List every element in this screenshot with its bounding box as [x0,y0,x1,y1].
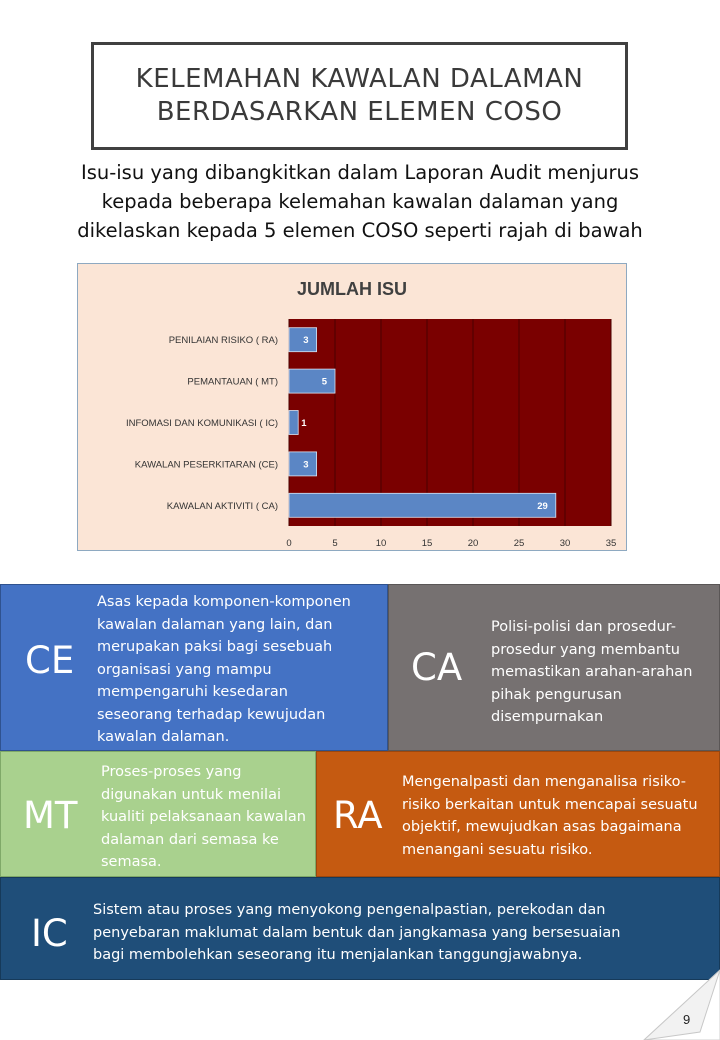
abbr-ic: IC [31,912,68,955]
desc-ra-line-1: Mengenalpasti dan menganalisa risiko- [402,774,687,790]
data-label-1: 5 [321,376,327,388]
desc-ce-line-6: seseorang terhadap kewujudan [97,706,326,723]
desc-ce-line-7: kawalan dalaman. [97,729,230,745]
data-label-2: 1 [301,418,307,429]
desc-ra-line-3: objektif, mewujudkan asas bagaimana [402,819,682,835]
desc-ce-line-2: kawalan dalaman yang lain, dan [97,616,333,633]
intro-line-1: Isu-isu yang dibangkitkan dalam Laporan Audit menjurus [80,161,640,184]
title-line-2: BERDASARKAN ELEMEN COSO [156,97,563,127]
abbr-ca: CA [411,646,463,689]
data-label-3: 3 [303,459,309,471]
desc-ra-line-2: risiko berkaitan untuk mencapai sesuatu [402,796,698,813]
desc-ce-line-4: organisasi yang mampu [97,661,272,678]
desc-ca-line-5: disempurnakan [491,709,604,725]
desc-ca-line-1: Polisi-polisi dan prosedur- [491,619,677,635]
x-tick-label-6: 30 [559,538,571,549]
desc-ca-line-2: prosedur yang membantu [491,641,680,658]
desc-mt-line-3: kualiti pelaksanaan kawalan [101,809,306,825]
category-label-1: PEMANTAUAN ( MT) [187,376,278,388]
category-label-2: INFOMASI DAN KOMUNIKASI ( IC) [125,418,278,429]
abbr-ra: RA [333,794,383,837]
desc-mt-line-4: dalaman dari semasa ke [101,831,279,848]
desc-ic-line-2: penyebaran maklumat dalam bentuk dan jangkamasa yang bersesuaian [93,924,621,941]
category-label-0: PENILAIAN RISIKO ( RA) [168,335,278,347]
x-tick-label-4: 20 [467,538,479,549]
x-tick-label-0: 0 [286,538,292,549]
x-tick-label-5: 25 [513,538,525,549]
page-number: 9 [683,1012,691,1027]
x-tick-label-7: 35 [605,538,617,549]
desc-ca-line-3: memastikan arahan-arahan [491,664,693,680]
desc-ce-line-5: mempengaruhi kesedaran [97,684,288,700]
desc-ra-line-4: menangani sesuatu risiko. [402,841,593,858]
data-label-0: 3 [303,335,309,347]
desc-ce-line-1: Asas kepada komponen-komponen [97,594,351,610]
intro-line-2: kepada beberapa kelemahan kawalan dalaman yang [101,190,619,213]
x-tick-label-2: 10 [375,538,387,549]
category-label-3: KAWALAN PESERKITARAN (CE) [134,459,278,471]
x-tick-label-1: 5 [332,538,338,549]
desc-mt-line-2: digunakan untuk menilai [101,786,281,803]
abbr-ce: CE [25,639,75,682]
intro-line-3: dikelaskan kepada 5 elemen COSO seperti rajah di bawah [77,219,643,242]
title-line-1: KELEMAHAN KAWALAN DALAMAN [135,64,584,94]
desc-mt-line-5: semasa. [101,854,162,870]
desc-ca-line-4: pihak pengurusan [491,686,622,703]
desc-ce-line-3: merupakan paksi bagi sesebuah [97,639,333,655]
chart-title: JUMLAH ISU [296,279,407,299]
data-label-4: 29 [537,500,548,512]
category-label-4: KAWALAN AKTIVITI ( CA) [166,500,278,512]
desc-ic-line-3: bagi membolehkan seseorang itu menjalankan tanggungjawabnya. [93,947,583,963]
x-tick-label-3: 15 [421,538,433,549]
desc-ic-line-1: Sistem atau proses yang menyokong pengenalpastian, perekodan dan [93,902,606,918]
abbr-mt: MT [23,794,78,837]
desc-mt-line-1: Proses-proses yang [101,764,242,780]
